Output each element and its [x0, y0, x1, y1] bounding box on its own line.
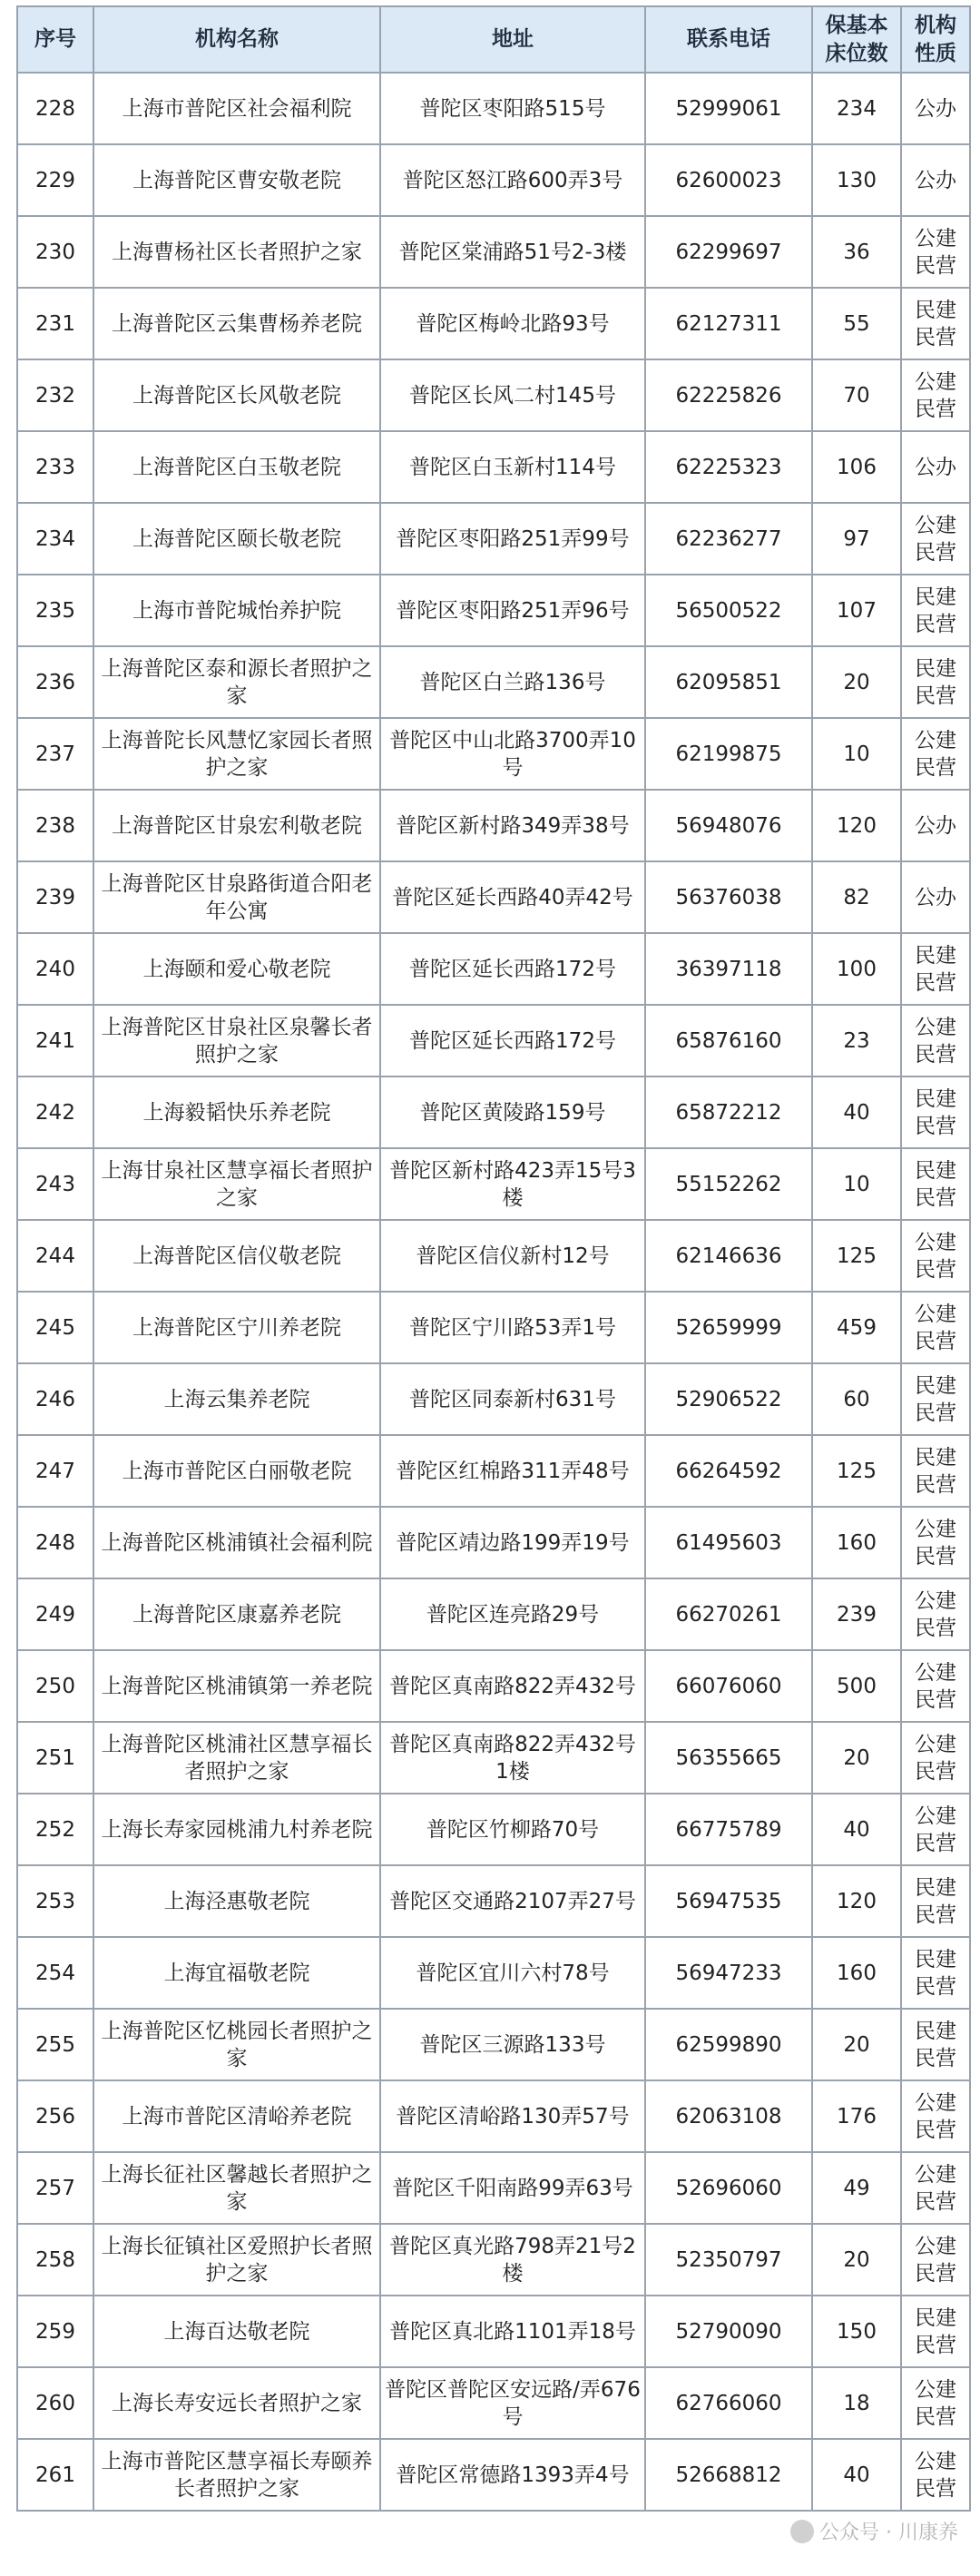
cell-phone: 56355665 — [645, 1722, 812, 1794]
cell-phone: 62146636 — [645, 1220, 812, 1292]
cell-phone: 62225323 — [645, 431, 812, 503]
cell-type: 公建民营 — [901, 1292, 970, 1363]
cell-institution-name: 上海颐和爱心敬老院 — [93, 933, 380, 1005]
cell-institution-name: 上海市普陀区社会福利院 — [93, 73, 380, 144]
cell-address: 普陀区千阳南路99弄63号 — [380, 2152, 645, 2224]
cell-institution-name: 上海宜福敬老院 — [93, 1937, 380, 2009]
cell-beds: 130 — [812, 144, 901, 216]
cell-address: 普陀区宜川六村78号 — [380, 1937, 645, 2009]
cell-index: 257 — [17, 2152, 93, 2224]
cell-index: 236 — [17, 646, 93, 718]
table-row — [17, 1578, 970, 1650]
cell-address: 普陀区枣阳路515号 — [380, 73, 645, 144]
cell-beds: 23 — [812, 1005, 901, 1077]
table-row — [17, 1363, 970, 1435]
table-row — [17, 718, 970, 790]
watermark-text: 公众号 · 川康养 — [819, 2522, 958, 2544]
cell-beds: 100 — [812, 933, 901, 1005]
cell-institution-name: 上海云集养老院 — [93, 1363, 380, 1435]
cell-address: 普陀区靖边路199弄19号 — [380, 1507, 645, 1578]
cell-phone: 52790090 — [645, 2296, 812, 2367]
cell-type: 民建民营 — [901, 1435, 970, 1507]
cell-index: 254 — [17, 1937, 93, 2009]
header-institution-name: 机构名称 — [93, 6, 380, 73]
cell-institution-name: 上海市普陀区清峪养老院 — [93, 2080, 380, 2152]
cell-address: 普陀区交通路2107弄27号 — [380, 1865, 645, 1937]
cell-phone: 62127311 — [645, 288, 812, 359]
cell-beds: 97 — [812, 503, 901, 575]
cell-type: 公建民营 — [901, 2367, 970, 2439]
cell-index: 249 — [17, 1578, 93, 1650]
cell-phone: 65876160 — [645, 1005, 812, 1077]
cell-phone: 52999061 — [645, 73, 812, 144]
cell-beds: 60 — [812, 1363, 901, 1435]
cell-type: 公办 — [901, 73, 970, 144]
cell-address: 普陀区连亮路29号 — [380, 1578, 645, 1650]
cell-index: 229 — [17, 144, 93, 216]
table-row — [17, 431, 970, 503]
cell-index: 245 — [17, 1292, 93, 1363]
cell-phone: 56376038 — [645, 861, 812, 933]
cell-institution-name: 上海普陀区白玉敬老院 — [93, 431, 380, 503]
cell-phone: 62766060 — [645, 2367, 812, 2439]
cell-address: 普陀区信仪新村12号 — [380, 1220, 645, 1292]
cell-phone: 66264592 — [645, 1435, 812, 1507]
cell-phone: 65872212 — [645, 1077, 812, 1148]
cell-beds: 176 — [812, 2080, 901, 2152]
cell-beds: 40 — [812, 1794, 901, 1865]
cell-address: 普陀区延长西路172号 — [380, 933, 645, 1005]
cell-beds: 106 — [812, 431, 901, 503]
cell-institution-name: 上海泾惠敬老院 — [93, 1865, 380, 1937]
table-row — [17, 1507, 970, 1578]
cell-institution-name: 上海普陀区信仪敬老院 — [93, 1220, 380, 1292]
cell-type: 公办 — [901, 144, 970, 216]
cell-index: 247 — [17, 1435, 93, 1507]
cell-phone: 62095851 — [645, 646, 812, 718]
cell-type: 公建民营 — [901, 359, 970, 431]
cell-phone: 36397118 — [645, 933, 812, 1005]
cell-address: 普陀区清峪路130弄57号 — [380, 2080, 645, 2152]
cell-institution-name: 上海普陀区云集曹杨养老院 — [93, 288, 380, 359]
cell-address: 普陀区常德路1393弄4号 — [380, 2439, 645, 2511]
cell-index: 242 — [17, 1077, 93, 1148]
cell-index: 237 — [17, 718, 93, 790]
cell-type: 公建民营 — [901, 2152, 970, 2224]
table-row — [17, 1220, 970, 1292]
cell-type: 民建民营 — [901, 1363, 970, 1435]
table-row — [17, 1005, 970, 1077]
cell-institution-name: 上海市普陀区白丽敬老院 — [93, 1435, 380, 1507]
cell-institution-name: 上海普陀区忆桃园长者照护之家 — [93, 2009, 380, 2080]
cell-phone: 61495603 — [645, 1507, 812, 1578]
cell-type: 民建民营 — [901, 1148, 970, 1220]
table-row — [17, 2009, 970, 2080]
table-row — [17, 933, 970, 1005]
table-header-row — [17, 6, 970, 73]
cell-address: 普陀区枣阳路251弄99号 — [380, 503, 645, 575]
cell-type: 公办 — [901, 431, 970, 503]
cell-beds: 120 — [812, 1865, 901, 1937]
cell-institution-name: 上海普陀区宁川养老院 — [93, 1292, 380, 1363]
header-type: 机构性质 — [901, 6, 970, 73]
cell-address: 普陀区同泰新村631号 — [380, 1363, 645, 1435]
cell-beds: 55 — [812, 288, 901, 359]
cell-institution-name: 上海普陀区甘泉社区泉馨长者照护之家 — [93, 1005, 380, 1077]
table-row — [17, 144, 970, 216]
table-row — [17, 1148, 970, 1220]
cell-address: 普陀区枣阳路251弄96号 — [380, 575, 645, 646]
cell-beds: 40 — [812, 1077, 901, 1148]
cell-index: 238 — [17, 790, 93, 861]
cell-type: 民建民营 — [901, 1077, 970, 1148]
cell-index: 230 — [17, 216, 93, 288]
cell-beds: 10 — [812, 718, 901, 790]
cell-address: 普陀区三源路133号 — [380, 2009, 645, 2080]
cell-address: 普陀区真南路822弄432号1楼 — [380, 1722, 645, 1794]
table-row — [17, 359, 970, 431]
cell-beds: 160 — [812, 1507, 901, 1578]
cell-index: 248 — [17, 1507, 93, 1578]
table-row — [17, 2296, 970, 2367]
cell-phone: 52906522 — [645, 1363, 812, 1435]
cell-institution-name: 上海长寿家园桃浦九村养老院 — [93, 1794, 380, 1865]
table-row — [17, 861, 970, 933]
cell-beds: 18 — [812, 2367, 901, 2439]
cell-beds: 10 — [812, 1148, 901, 1220]
cell-type: 公建民营 — [901, 1578, 970, 1650]
cell-beds: 20 — [812, 2009, 901, 2080]
cell-phone: 66270261 — [645, 1578, 812, 1650]
cell-phone: 62599890 — [645, 2009, 812, 2080]
cell-type: 公建民营 — [901, 1005, 970, 1077]
cell-beds: 500 — [812, 1650, 901, 1722]
header-address: 地址 — [380, 6, 645, 73]
cell-beds: 82 — [812, 861, 901, 933]
cell-beds: 20 — [812, 646, 901, 718]
cell-phone: 66076060 — [645, 1650, 812, 1722]
cell-type: 民建民营 — [901, 646, 970, 718]
cell-institution-name: 上海普陀区甘泉路街道合阳老年公寓 — [93, 861, 380, 933]
table-row — [17, 73, 970, 144]
cell-phone: 62225826 — [645, 359, 812, 431]
cell-beds: 36 — [812, 216, 901, 288]
cell-index: 256 — [17, 2080, 93, 2152]
cell-type: 民建民营 — [901, 933, 970, 1005]
cell-index: 258 — [17, 2224, 93, 2296]
cell-address: 普陀区梅岭北路93号 — [380, 288, 645, 359]
cell-type: 民建民营 — [901, 1865, 970, 1937]
table-row — [17, 575, 970, 646]
cell-type: 公建民营 — [901, 1650, 970, 1722]
cell-type: 公建民营 — [901, 718, 970, 790]
cell-type: 民建民营 — [901, 1937, 970, 2009]
cell-beds: 20 — [812, 2224, 901, 2296]
cell-address: 普陀区白兰路136号 — [380, 646, 645, 718]
header-beds: 保基本床位数 — [812, 6, 901, 73]
cell-index: 240 — [17, 933, 93, 1005]
cell-index: 228 — [17, 73, 93, 144]
cell-institution-name: 上海普陀长风慧忆家园长者照护之家 — [93, 718, 380, 790]
cell-address: 普陀区棠浦路51号2-3楼 — [380, 216, 645, 288]
cell-institution-name: 上海普陀区长风敬老院 — [93, 359, 380, 431]
cell-address: 普陀区真北路1101弄18号 — [380, 2296, 645, 2367]
table-row — [17, 646, 970, 718]
cell-index: 232 — [17, 359, 93, 431]
cell-phone: 66775789 — [645, 1794, 812, 1865]
table-row — [17, 2152, 970, 2224]
cell-address: 普陀区普陀区安远路/弄676号 — [380, 2367, 645, 2439]
cell-index: 251 — [17, 1722, 93, 1794]
cell-type: 公建民营 — [901, 1507, 970, 1578]
cell-institution-name: 上海毅韬快乐养老院 — [93, 1077, 380, 1148]
cell-type: 公建民营 — [901, 1722, 970, 1794]
cell-institution-name: 上海普陀区桃浦镇第一养老院 — [93, 1650, 380, 1722]
cell-index: 252 — [17, 1794, 93, 1865]
cell-institution-name: 上海曹杨社区长者照护之家 — [93, 216, 380, 288]
table-row — [17, 1435, 970, 1507]
cell-address: 普陀区真光路798弄21号2楼 — [380, 2224, 645, 2296]
cell-type: 民建民营 — [901, 2009, 970, 2080]
cell-address: 普陀区新村路349弄38号 — [380, 790, 645, 861]
cell-index: 235 — [17, 575, 93, 646]
table-row — [17, 1292, 970, 1363]
cell-institution-name: 上海普陀区康嘉养老院 — [93, 1578, 380, 1650]
cell-phone: 52668812 — [645, 2439, 812, 2511]
cell-institution-name: 上海普陀区曹安敬老院 — [93, 144, 380, 216]
cell-address: 普陀区宁川路53弄1号 — [380, 1292, 645, 1363]
cell-phone: 62063108 — [645, 2080, 812, 2152]
cell-type: 公办 — [901, 861, 970, 933]
cell-address: 普陀区竹柳路70号 — [380, 1794, 645, 1865]
cell-index: 253 — [17, 1865, 93, 1937]
cell-address: 普陀区中山北路3700弄10号 — [380, 718, 645, 790]
cell-institution-name: 上海长寿安远长者照护之家 — [93, 2367, 380, 2439]
cell-address: 普陀区长风二村145号 — [380, 359, 645, 431]
cell-institution-name: 上海普陀区颐长敬老院 — [93, 503, 380, 575]
cell-beds: 40 — [812, 2439, 901, 2511]
cell-index: 233 — [17, 431, 93, 503]
cell-institution-name: 上海普陀区桃浦社区慧享福长者照护之家 — [93, 1722, 380, 1794]
cell-address: 普陀区延长西路40弄42号 — [380, 861, 645, 933]
cell-type: 公建民营 — [901, 503, 970, 575]
header-phone: 联系电话 — [645, 6, 812, 73]
cell-index: 250 — [17, 1650, 93, 1722]
cell-phone: 55152262 — [645, 1148, 812, 1220]
cell-index: 241 — [17, 1005, 93, 1077]
cell-address: 普陀区黄陵路159号 — [380, 1077, 645, 1148]
cell-type: 公建民营 — [901, 2224, 970, 2296]
cell-index: 244 — [17, 1220, 93, 1292]
table-row — [17, 216, 970, 288]
table-row — [17, 2367, 970, 2439]
watermark — [790, 2517, 958, 2545]
cell-beds: 150 — [812, 2296, 901, 2367]
cell-address: 普陀区延长西路172号 — [380, 1005, 645, 1077]
cell-phone: 52659999 — [645, 1292, 812, 1363]
cell-institution-name: 上海长征镇社区爱照护长者照护之家 — [93, 2224, 380, 2296]
cell-beds: 160 — [812, 1937, 901, 2009]
cell-index: 260 — [17, 2367, 93, 2439]
cell-type: 公建民营 — [901, 1220, 970, 1292]
table-row — [17, 288, 970, 359]
cell-address: 普陀区新村路423弄15号3楼 — [380, 1148, 645, 1220]
cell-phone: 62236277 — [645, 503, 812, 575]
cell-phone: 56947535 — [645, 1865, 812, 1937]
cell-beds: 459 — [812, 1292, 901, 1363]
table-row — [17, 1865, 970, 1937]
cell-phone: 56500522 — [645, 575, 812, 646]
table-row — [17, 790, 970, 861]
cell-index: 255 — [17, 2009, 93, 2080]
cell-type: 公建民营 — [901, 216, 970, 288]
table-row — [17, 1077, 970, 1148]
cell-institution-name: 上海普陀区桃浦镇社会福利院 — [93, 1507, 380, 1578]
cell-phone: 52350797 — [645, 2224, 812, 2296]
table-row — [17, 2224, 970, 2296]
cell-type: 民建民营 — [901, 288, 970, 359]
table-row — [17, 1650, 970, 1722]
cell-type: 公建民营 — [901, 2439, 970, 2511]
cell-index: 234 — [17, 503, 93, 575]
cell-beds: 125 — [812, 1220, 901, 1292]
cell-index: 259 — [17, 2296, 93, 2367]
cell-institution-name: 上海普陀区泰和源长者照护之家 — [93, 646, 380, 718]
table-row — [17, 503, 970, 575]
table-row — [17, 1937, 970, 2009]
cell-institution-name: 上海甘泉社区慧享福长者照护之家 — [93, 1148, 380, 1220]
cell-phone: 62199875 — [645, 718, 812, 790]
cell-type: 公建民营 — [901, 2080, 970, 2152]
cell-beds: 70 — [812, 359, 901, 431]
cell-index: 246 — [17, 1363, 93, 1435]
cell-index: 261 — [17, 2439, 93, 2511]
table-row — [17, 2439, 970, 2511]
cell-institution-name: 上海普陀区甘泉宏利敬老院 — [93, 790, 380, 861]
cell-institution-name: 上海长征社区馨越长者照护之家 — [93, 2152, 380, 2224]
nursing-home-table — [16, 5, 971, 2512]
table-row — [17, 1722, 970, 1794]
cell-beds: 20 — [812, 1722, 901, 1794]
cell-index: 231 — [17, 288, 93, 359]
cell-address: 普陀区红棉路311弄48号 — [380, 1435, 645, 1507]
table-row — [17, 2080, 970, 2152]
cell-beds: 125 — [812, 1435, 901, 1507]
cell-institution-name: 上海市普陀区慧享福长寿颐养长者照护之家 — [93, 2439, 380, 2511]
cell-type: 民建民营 — [901, 575, 970, 646]
cell-type: 公办 — [901, 790, 970, 861]
cell-institution-name: 上海百达敬老院 — [93, 2296, 380, 2367]
cell-type: 公建民营 — [901, 1794, 970, 1865]
cell-phone: 56948076 — [645, 790, 812, 861]
cell-index: 239 — [17, 861, 93, 933]
cell-phone: 62600023 — [645, 144, 812, 216]
wechat-icon — [790, 2520, 814, 2543]
cell-institution-name: 上海市普陀城怡养护院 — [93, 575, 380, 646]
cell-phone: 52696060 — [645, 2152, 812, 2224]
header-index: 序号 — [17, 6, 93, 73]
cell-beds: 107 — [812, 575, 901, 646]
cell-beds: 234 — [812, 73, 901, 144]
cell-beds: 120 — [812, 790, 901, 861]
cell-phone: 62299697 — [645, 216, 812, 288]
cell-phone: 56947233 — [645, 1937, 812, 2009]
cell-beds: 49 — [812, 2152, 901, 2224]
cell-index: 243 — [17, 1148, 93, 1220]
cell-address: 普陀区白玉新村114号 — [380, 431, 645, 503]
cell-address: 普陀区怒江路600弄3号 — [380, 144, 645, 216]
cell-type: 民建民营 — [901, 2296, 970, 2367]
cell-beds: 239 — [812, 1578, 901, 1650]
cell-address: 普陀区真南路822弄432号 — [380, 1650, 645, 1722]
table-row — [17, 1794, 970, 1865]
